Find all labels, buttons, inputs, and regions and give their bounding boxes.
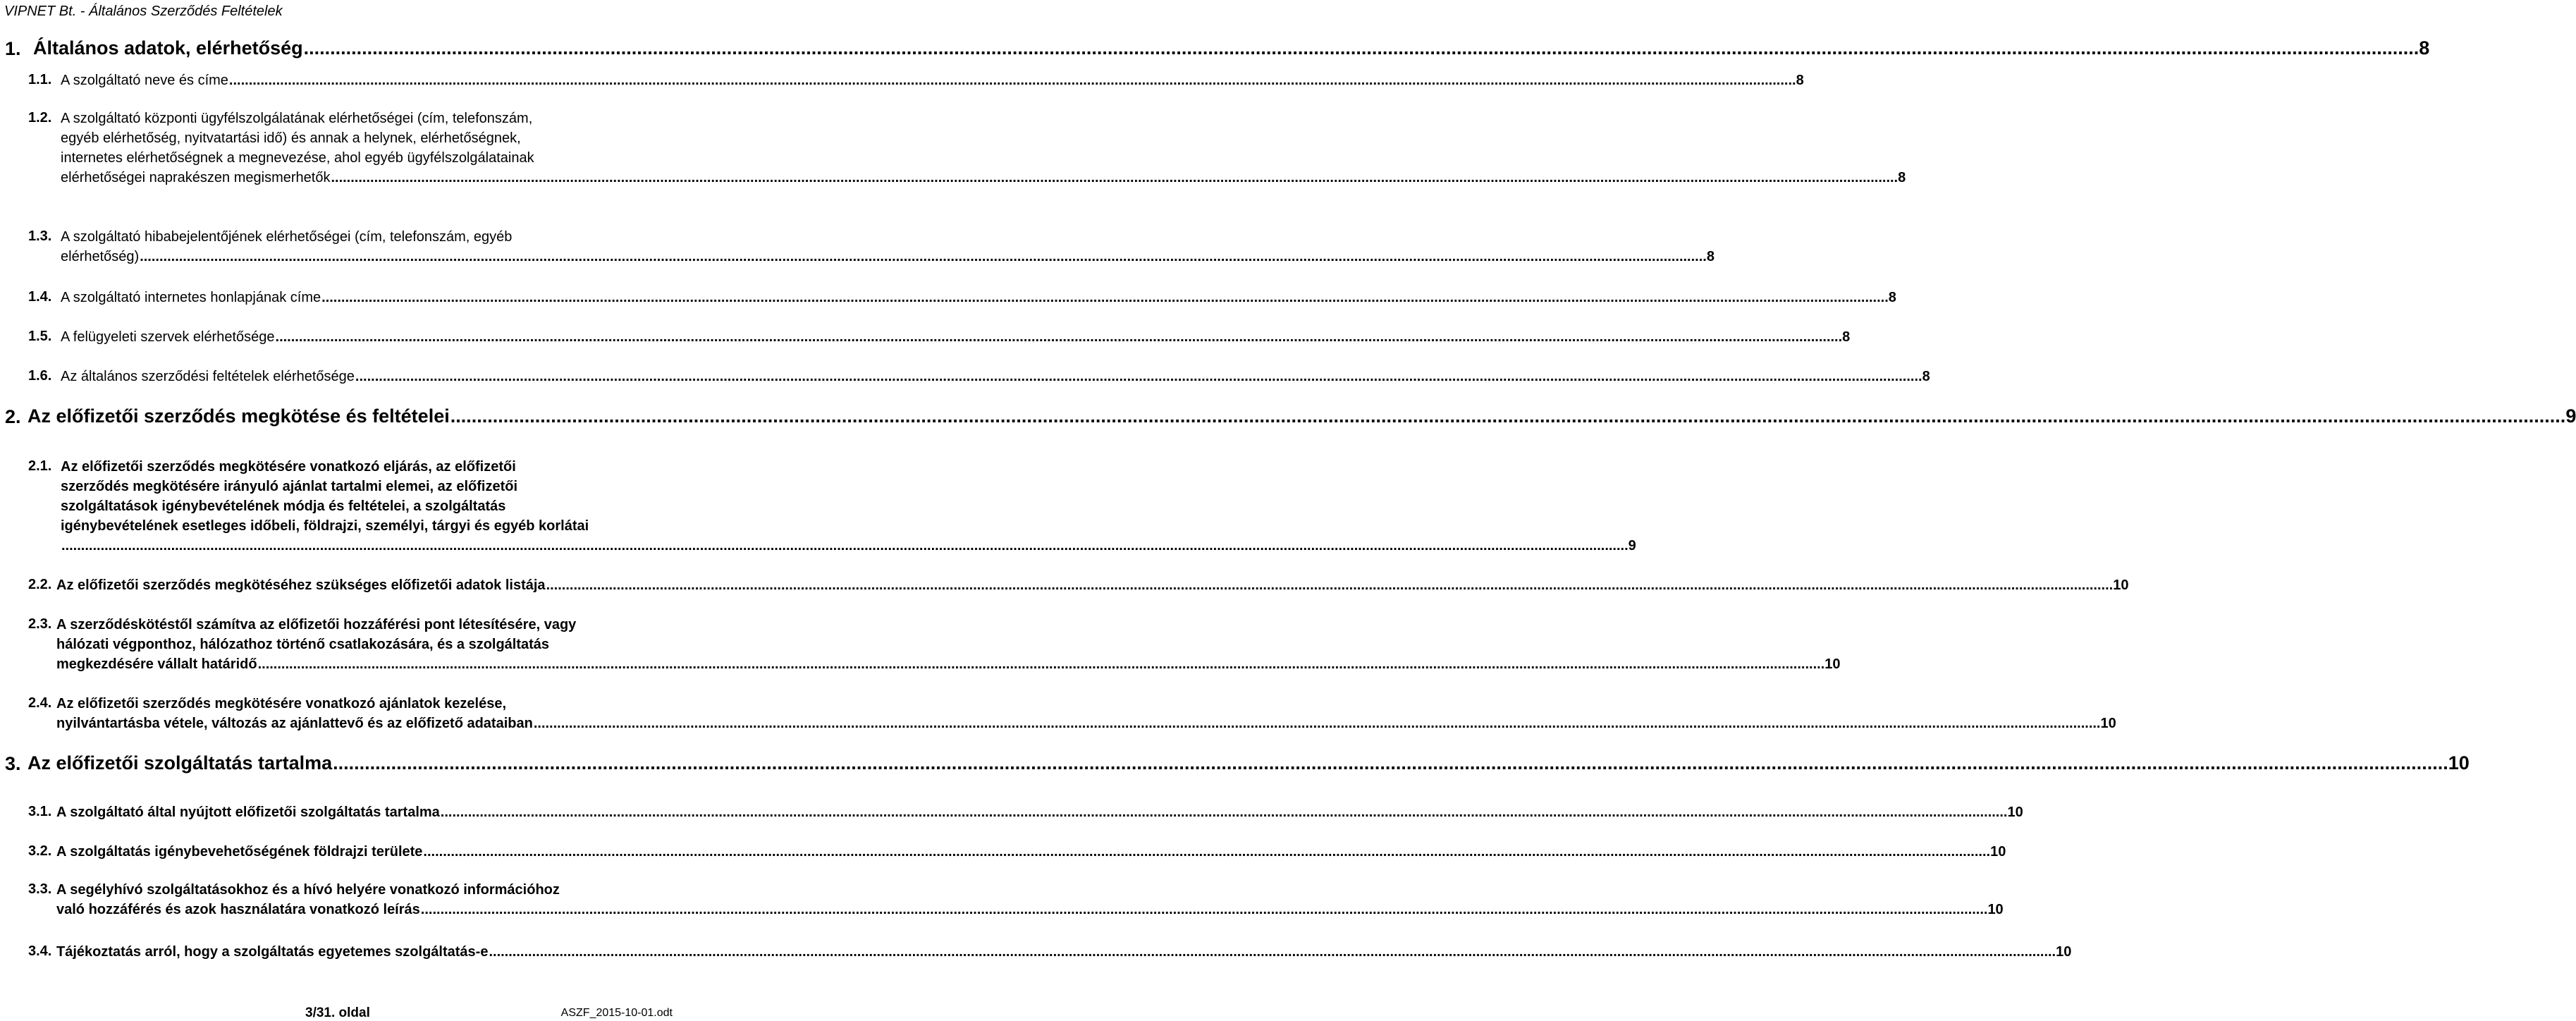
toc-page-number: 8 bbox=[1796, 73, 1804, 88]
toc-entry-title: Tájékoztatás arról, hogy a szolgáltatás egyetemes szolgáltatás-e bbox=[56, 944, 489, 960]
toc-leader-dots: ................................................................................................................................................................................................................................................................................................................................................................................................................ bbox=[546, 577, 2114, 593]
toc-entry-text-line: egyéb elérhetőség, nyitvatartási idő) és annak a helynek, elérhetőségnek, bbox=[61, 130, 521, 146]
toc-entry-text-line: igénybevételének esetleges időbeli, földrajzi, személyi, tárgyi és egyéb korlátai bbox=[61, 518, 589, 534]
toc-entry-title: A szolgáltatás igénybevehetőségének földrajzi területe bbox=[56, 844, 423, 860]
toc-entry-text-line: szerződés megkötésére irányuló ajánlat tartalmi elemei, az előfizetői bbox=[61, 479, 518, 494]
toc-leader-dots: ................................................................................................................................................................................................................................................................................................................................................................................................................ bbox=[228, 73, 1796, 88]
toc-entry[interactable] bbox=[28, 227, 1715, 267]
toc-entry[interactable] bbox=[28, 327, 1851, 347]
toc-leader-dots: ................................................................................................................................................................................................................................................................................................................................................................................................................ bbox=[333, 752, 2448, 774]
toc-page-number: 10 bbox=[2007, 805, 2023, 820]
toc-entry-title: Az előfizetői szerződés megkötése és feltételei bbox=[27, 405, 450, 427]
toc-leader-dots: ................................................................................................................................................................................................................................................................................................................................................................................................................ bbox=[257, 656, 1825, 672]
toc-leader-dots: ................................................................................................................................................................................................................................................................................................................................................................................................................ bbox=[450, 405, 2566, 427]
toc-leader-dots: ................................................................................................................................................................................................................................................................................................................................................................................................................ bbox=[355, 369, 1922, 384]
toc-entry-title: való hozzáférés és azok használatára vonatkozó leírás bbox=[56, 902, 420, 917]
toc-entry-body bbox=[61, 457, 1636, 556]
toc-entry-number: 1.3. bbox=[28, 228, 52, 244]
toc-page-number: 8 bbox=[1898, 170, 1906, 185]
toc-entry-number: 2.3. bbox=[28, 616, 52, 632]
toc-entry[interactable] bbox=[5, 752, 2470, 775]
toc-leader-dots: ................................................................................................................................................................................................................................................................................................................................................................................................................ bbox=[140, 249, 1707, 264]
toc-entry-body bbox=[61, 71, 1804, 90]
toc-entry[interactable] bbox=[28, 694, 2116, 733]
toc-entry-body bbox=[56, 880, 2004, 919]
toc-entry-number: 1.1. bbox=[28, 72, 52, 87]
toc-entry-body bbox=[61, 227, 1715, 267]
toc-entry-text-line: Az előfizetői szerződés megkötésére vonatkozó eljárás, az előfizetői bbox=[61, 459, 516, 475]
toc-entry-number: 2.4. bbox=[28, 695, 52, 711]
toc-entry[interactable] bbox=[28, 842, 2006, 862]
toc-entry-body bbox=[27, 753, 2470, 775]
toc-entry-body bbox=[33, 38, 2429, 60]
toc-entry-title: Az előfizetői szerződés megkötéséhez szükséges előfizetői adatok listája bbox=[56, 577, 546, 593]
page-header: VIPNET Bt. - Általános Szerződés Feltételek bbox=[4, 4, 283, 19]
toc-leader-dots: ................................................................................................................................................................................................................................................................................................................................................................................................................ bbox=[275, 329, 1843, 345]
toc-entry-text-line: A szerződéskötéstől számítva az előfizetői hozzáférési pont létesítésére, vagy bbox=[56, 617, 577, 632]
toc-entry-body bbox=[61, 327, 1850, 347]
toc-entry[interactable] bbox=[5, 37, 2430, 60]
toc-entry[interactable] bbox=[28, 615, 1841, 674]
toc-entry-number: 2. bbox=[5, 406, 21, 427]
toc-leader-dots: ................................................................................................................................................................................................................................................................................................................................................................................................................ bbox=[440, 805, 2008, 820]
toc-page-number: 10 bbox=[2448, 752, 2470, 774]
toc-page-number: 10 bbox=[2100, 716, 2116, 731]
toc-page-number: 10 bbox=[1987, 902, 2004, 917]
toc-leader-dots: ................................................................................................................................................................................................................................................................................................................................................................................................................ bbox=[321, 290, 1889, 305]
toc-entry-text-line: A szolgáltató központi ügyfélszolgálatának elérhetőségei (cím, telefonszám, bbox=[61, 111, 533, 126]
toc-entry-title: A szolgáltató neve és címe bbox=[61, 73, 228, 88]
toc-entry-text-line: A szolgáltató hibabejelentőjének elérhetőségei (cím, telefonszám, egyéb bbox=[61, 229, 513, 245]
toc-entry[interactable] bbox=[28, 288, 1896, 307]
toc-entry-number: 3.4. bbox=[28, 943, 52, 959]
toc-entry[interactable] bbox=[28, 880, 2004, 919]
toc-entry[interactable] bbox=[28, 457, 1636, 556]
toc-entry-body bbox=[27, 406, 2576, 428]
toc-entry-number: 1.4. bbox=[28, 289, 52, 305]
toc-page-number: 10 bbox=[1824, 656, 1841, 672]
toc-entry-title: Általános adatok, elérhetőség bbox=[33, 37, 303, 59]
toc-page-number: 8 bbox=[1706, 249, 1715, 264]
toc-entry-title: nyilvántartásba vétele, változás az ajánlattevő és az előfizető adataiban bbox=[56, 716, 533, 731]
toc-entry-title: megkezdésére vállalt határidő bbox=[56, 656, 257, 672]
toc-entry[interactable] bbox=[28, 71, 1804, 90]
toc-entry-body bbox=[61, 288, 1896, 307]
toc-entry-title: A szolgáltató internetes honlapjának címe bbox=[61, 290, 321, 305]
toc-page-number: 8 bbox=[2419, 37, 2430, 59]
toc-entry-number: 1.5. bbox=[28, 329, 52, 344]
toc-entry-body bbox=[61, 367, 1930, 386]
toc-entry[interactable] bbox=[28, 942, 2072, 962]
toc-leader-dots: ................................................................................................................................................................................................................................................................................................................................................................................................................ bbox=[61, 538, 1629, 554]
toc-entry-title: Az előfizetői szolgáltatás tartalma bbox=[27, 752, 333, 774]
toc-entry-text-line: hálózati végponthoz, hálózathoz történő csatlakozására, és a szolgáltatás bbox=[56, 637, 550, 652]
toc-entry-body bbox=[56, 942, 2071, 962]
toc-page-number: 10 bbox=[2113, 577, 2129, 593]
toc-entry-number: 3.1. bbox=[28, 804, 52, 819]
toc-entry-number: 1.6. bbox=[28, 368, 52, 384]
toc-entry-number: 1. bbox=[5, 38, 21, 59]
toc-leader-dots: ................................................................................................................................................................................................................................................................................................................................................................................................................ bbox=[331, 170, 1899, 185]
toc-entry-body bbox=[56, 842, 2006, 862]
toc-entry-body bbox=[56, 694, 2116, 733]
toc-entry-title: elérhetőség) bbox=[61, 249, 140, 264]
toc-leader-dots: ................................................................................................................................................................................................................................................................................................................................................................................................................ bbox=[303, 37, 2419, 59]
toc-entry[interactable] bbox=[28, 802, 2023, 822]
toc-entry[interactable] bbox=[28, 367, 1930, 386]
toc-entry-body bbox=[56, 802, 2023, 822]
toc-page-number: 10 bbox=[1990, 844, 2006, 860]
toc-entry-title: Az általános szerződési feltételek elérhetősége bbox=[61, 369, 355, 384]
toc-leader-dots: ................................................................................................................................................................................................................................................................................................................................................................................................................ bbox=[420, 902, 1988, 917]
toc-entry-text-line: szolgáltatások igénybevételének módja és feltételei, a szolgáltatás bbox=[61, 499, 506, 514]
toc-entry-number: 2.1. bbox=[28, 458, 52, 474]
toc-entry-number: 2.2. bbox=[28, 577, 52, 592]
toc-leader-dots: ................................................................................................................................................................................................................................................................................................................................................................................................................ bbox=[533, 716, 2101, 731]
toc-entry-text-line: Az előfizetői szerződés megkötésére vonatkozó ajánlatok kezelése, bbox=[56, 696, 507, 711]
toc-entry-number: 3.3. bbox=[28, 881, 52, 897]
toc-entry-text-line: A segélyhívó szolgáltatásokhoz és a hívó helyére vonatkozó információhoz bbox=[56, 882, 560, 898]
toc-entry-number: 3.2. bbox=[28, 843, 52, 859]
toc-entry[interactable] bbox=[28, 575, 2129, 595]
toc-entry-number: 1.2. bbox=[28, 110, 52, 126]
toc-page-number: 8 bbox=[1922, 369, 1930, 384]
toc-page-number: 9 bbox=[2565, 405, 2576, 427]
toc-entry-title: A felügyeleti szervek elérhetősége bbox=[61, 329, 275, 345]
toc-entry-body bbox=[61, 109, 1906, 188]
toc-leader-dots: ................................................................................................................................................................................................................................................................................................................................................................................................................ bbox=[489, 944, 2056, 960]
toc-page-number: 8 bbox=[1888, 290, 1896, 305]
toc-entry-number: 3. bbox=[5, 753, 21, 774]
toc-entry-body bbox=[56, 615, 1840, 674]
toc-entry-title: elérhetőségei naprakészen megismerhetők bbox=[61, 170, 331, 185]
toc-entry-title: A szolgáltató által nyújtott előfizetői szolgáltatás tartalma bbox=[56, 805, 440, 820]
page-number: 3/31. oldal bbox=[305, 1005, 370, 1020]
file-name: ASZF_2015-10-01.odt bbox=[560, 1007, 673, 1019]
toc-entry[interactable] bbox=[28, 109, 1906, 188]
toc-page-number: 10 bbox=[2056, 944, 2072, 960]
toc-entry-body bbox=[56, 575, 2128, 595]
toc-page-number: 8 bbox=[1842, 329, 1851, 345]
toc-page-number: 9 bbox=[1628, 538, 1636, 554]
toc-leader-dots: ................................................................................................................................................................................................................................................................................................................................................................................................................ bbox=[423, 844, 1991, 860]
toc-entry[interactable] bbox=[5, 405, 2576, 428]
toc-entry-text-line: internetes elérhetőségnek a megnevezése, ahol egyéb ügyfélszolgálatainak bbox=[61, 150, 534, 166]
